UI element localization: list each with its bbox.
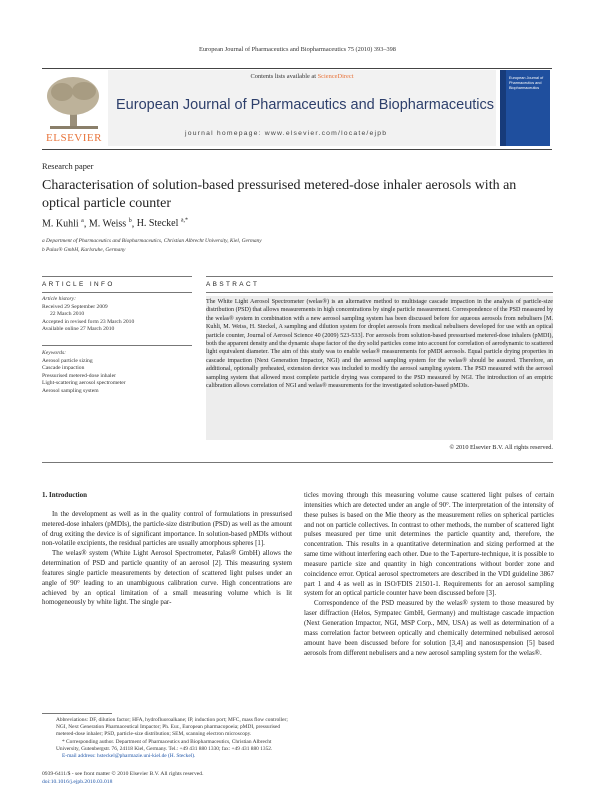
journal-cover-thumbnail <box>500 70 550 146</box>
journal-homepage[interactable]: journal homepage: www.elsevier.com/locate/ejpb <box>185 130 388 137</box>
paragraph: The welas® system (White Light Aerosol Spectrometer, Palas® GmbH) allows the determination of PSD and particle quantity of an aerosol [2]. This measuring system features single particle measurements by detection of scattered light pulses under an angle of 90° leading to an unambiguous calibration curve. High concentrations are achieved by an optical limitation of a small measuring volume which is lit homogeneously by white light. The single par- <box>42 549 292 607</box>
sciencedirect-link[interactable]: ScienceDirect <box>317 73 354 80</box>
history-revised: 22 March 2010 <box>50 311 85 318</box>
elsevier-logo <box>42 72 106 144</box>
affiliation-a: a Department of Pharmaceutics and Biopharmaceutics, Christian Albrecht University, Kiel, Germany <box>42 238 262 244</box>
keywords-label: Keywords: <box>42 350 67 356</box>
abstract-heading: ABSTRACT <box>206 281 260 288</box>
keyword: Aerosol sampling system <box>42 387 99 394</box>
paragraph: In the development as well as in the quality control of formulations in pressurised metered-dose inhalers (pMDIs), the particle-size distribution (PSD) as well as the amount of drug exiting the device is of significant importance. In solution-based pMDIs without non-volatile excipients, the residual particles are usually amorphous spheres [1]. <box>42 509 292 548</box>
abstract-rule-2 <box>206 292 553 293</box>
contents-prefix: Contents lists available at <box>250 73 318 80</box>
body-column-right <box>304 491 554 658</box>
author-2-affil: b <box>128 218 132 224</box>
author-2: M. Weiss <box>88 218 127 230</box>
keyword: Light-scattering aerosol spectrometer <box>42 380 126 387</box>
abstract-text: The White Light Aerosol Spectrometer (welas®) is an alternative method to multistage cascade impaction in the analysis of particle-size distribution (PSD) that allows measurements in high concentrations by single particle measurement. Correspondence of the PSD measured by the welas® system in combination with a new aerosol sampling system has been discussed before for aqueous aerosols from nebulisers [M. Kuhli, M. Weiss, H. Steckel, A sampling and dilution system for droplet aerosols from medical nebulisers developed for use with an optical particle counter, Journal of Aerosol Science 40 (2009) 523-533]. For aerosols from solution-based pressurised metered-dose inhalers (pMDI), both the apparent density and the dynamic shape factor of the dry solid particles come into account for correlation of aerodynamic to scattered light equivalent diameter. The aim of this study was to enable welas® measurements for pMDI aerosols. Equal particle drying properties in cascade impaction (Next Generation Impactor, NGI) and the aerosol sampling system for the welas® should be assured. Therefore, an additional, optionally preheated, extension device was included to modify the aerosol sampling system. The PSD measured with the aerosol sampling system that allowed most complete particle drying was compared to the PSD measured by NGI. The introduction of an empiric calibration allows correlation of NGI and welas® measurements for the investigated solution-based pMDIs. <box>206 299 553 390</box>
issn-line: 0939-6411/$ - see front matter © 2010 Elsevier B.V. All rights reserved. <box>42 771 204 777</box>
article-title: Characterisation of solution-based pressurised metered-dose inhaler aerosols with an optical particle counter <box>42 178 517 211</box>
article-history <box>42 296 192 334</box>
history-accepted: Accepted in revised form 23 March 2010 <box>42 318 135 325</box>
body-column-left <box>42 491 292 608</box>
journal-title: European Journal of Pharmaceutics and Biopharmaceutics <box>116 97 495 113</box>
author-1-affil: a <box>81 218 84 224</box>
history-received: Received 29 September 2009 <box>42 303 108 310</box>
footnote-abbreviations: Abbreviations: DF, dilution factor; HFA, hydrofluoroalkane; IP, induction port; MFC, mass flow controller; NGI, Next Generation Pharmaceutical Impactor; Ph. Eur., European pharmacopoeia; pMDI, pressurised metered-dose inhaler; PSD, particle-size distribution; SEM, scanning electron microscopy. <box>56 717 288 738</box>
abstract-copyright: © 2010 Elsevier B.V. All rights reserved. <box>449 444 553 451</box>
affiliation-b: b Palas® GmbH, Karlsruhe, Germany <box>42 247 126 253</box>
footnote-email[interactable]: E-mail address: hsteckel@pharmazie.uni-kiel.de (H. Steckel). <box>62 753 196 760</box>
keywords-rule <box>42 345 192 346</box>
keyword: Cascade impaction <box>42 365 85 372</box>
journal-reference: European Journal of Pharmaceutics and Biopharmaceutics 75 (2010) 393–398 <box>199 46 396 53</box>
history-label: Article history: <box>42 296 77 302</box>
author-3: H. Steckel $^{a,*}$ <box>136 218 189 230</box>
footnote-corresponding: * Corresponding author. Department of Pharmaceutics and Biopharmaceutics, Christian Albrecht University, Gutenbergstr. 76, 24118 Kiel, Germany. Tel.: +49 431 880 1330; fax: +49 431 880 1352. <box>56 738 273 752</box>
front-matter <box>42 771 203 786</box>
doi-link[interactable]: doi:10.1016/j.ejpb.2010.03.018 <box>42 778 113 785</box>
footnotes <box>56 717 292 760</box>
paragraph: ticles moving through this measuring volume cause scattered light pulses of certain intensities which are detected under an angle of 90°. The interpretation of the intensity of these pulses is based on the Mie theory as the measurement relies on spherical particles and not on particle collectives. In contrast to other methods, the number of scattered light pulses measured per time unit determines the particle quantity and, therefore, the concentration. This results in a quantitative determination and sizing performed at the same time without interfering each other. Due to the T-aperture-technique, it is possible to measure particle size and quantity in high concentrations without border zone and coincidence error. Optical aerosol spectrometers are described in the VDI guideline 3867 part 1 and 4 as well as in ISO/FDIS 21501-1. Requirements for an aerosol sampling system for an optical particle counter have been discussed before [3]. <box>304 491 554 598</box>
author-1: M. Kuhli <box>42 218 79 230</box>
elsevier-tree-icon <box>42 72 106 132</box>
section-heading-introduction: 1. Introduction <box>42 491 87 499</box>
paragraph: Correspondence of the PSD measured by the welas® system to those measured by laser diffraction (Helos, Sympatec GmbH, Germany) and multistage cascade impaction (Next Generation Impactor, NGI, MSP Corp., MN, USA) as well as determination of a mass correlation factor between optically and chemically determined nebulised aerosol amount have been discussed before for solution [3,4] and nanosuspension [5] based aerosols from different nebulisers and a new aerosol sampling system for the welas®. <box>304 599 554 657</box>
front-rule <box>42 462 553 463</box>
article-type: Research paper <box>42 162 94 171</box>
author-list: M. Kuhli $^a$, M. Weiss $^b$, H. Steckel $^{a,*}$ <box>42 218 189 230</box>
history-online: Available online 27 March 2010 <box>42 326 115 333</box>
article-info-rule-2 <box>42 292 192 293</box>
contents-line <box>108 73 496 80</box>
cover-stripe <box>500 70 506 146</box>
article-info-rule <box>42 276 192 277</box>
keyword: Aerosol particle sizing <box>42 357 93 364</box>
cover-title: European Journal of Pharmaceutics and Biopharmaceutics <box>509 76 544 90</box>
article-info-heading: ARTICLE INFO <box>42 281 115 288</box>
abstract-rule <box>206 276 553 277</box>
elsevier-wordmark: ELSEVIER <box>46 132 102 144</box>
footnote-rule <box>42 713 112 714</box>
author-3-affil: a,* <box>180 218 189 224</box>
keywords-list <box>42 350 192 396</box>
keyword: Pressurised metered-dose inhaler <box>42 372 116 379</box>
